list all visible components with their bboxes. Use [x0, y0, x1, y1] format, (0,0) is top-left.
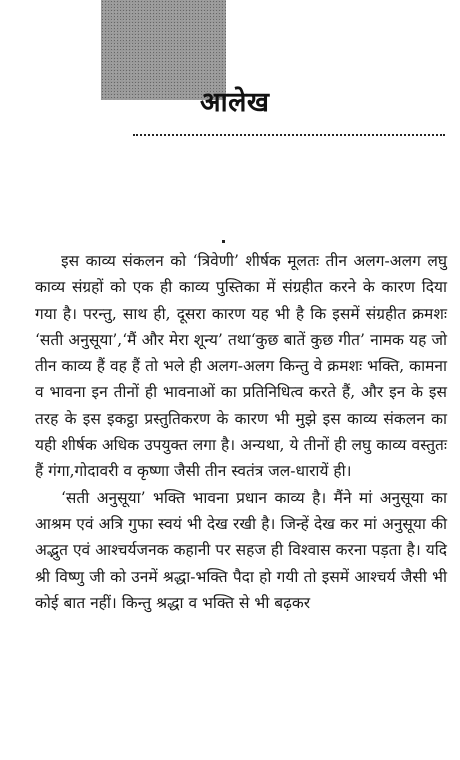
body-text [35, 248, 447, 616]
decorative-gray-block [101, 0, 226, 100]
paragraph-1: इस काव्य संकलन को ‘त्रिवेणी’ शीर्षक मूलतः तीन अलग-अलग लघु काव्य संग्रहों को एक ही काव्य पुस्तिका में संग्रहीत करने के कारण दिया गया है। परन्तु, साथ ही, दूसरा कारण यह भी है कि इसमें संग्रहीत क्रमशः ‘सती अनुसूया’,‘मैं और मेरा शून्य’ तथा‘कुछ बातें कुछ गीत’ नामक यह जो तीन काव्य हैं वह हैं तो भले ही अलग-अलग किन्तु वे क्रमशः भक्ति, कामना व भावना इन तीनों ही भावनाओं का प्रतिनिधित्व करते हैं, और इन के इस तरह के इस इकट्ठा प्रस्तुतिकरण के कारण भी मुझे इस काव्य संकलन का यही शीर्षक अधिक उपयुक्त लगा है। अन्यथा, ये तीनों ही लघु काव्य वस्तुतः हैं गंगा,गोदावरी व कृष्णा जैसी तीन स्वतंत्र जल-धारायें ही। [35, 252, 447, 481]
print-speck [222, 240, 225, 243]
paragraph-2: ‘सती अनुसूया’ भक्ति भावना प्रधान काव्य है। मैंने मां अनुसूया का आश्रम एवं अत्रि गुफा स्वयं भी देख रखी है। जिन्हें देख कर मां अनुसूया की अद्भुत एवं आश्चर्यजनक कहानी पर सहज ही विश्वास करना पड़ता है। यदि श्री विष्णु जी को उनमें श्रद्धा-भक्ति पैदा हो गयी तो इसमें आश्चर्य जैसी भी कोई बात नहीं। किन्तु श्रद्धा व भक्ति से भी बढ़कर [35, 488, 447, 612]
dotted-divider [133, 134, 445, 136]
chapter-title: आलेख [200, 87, 270, 118]
